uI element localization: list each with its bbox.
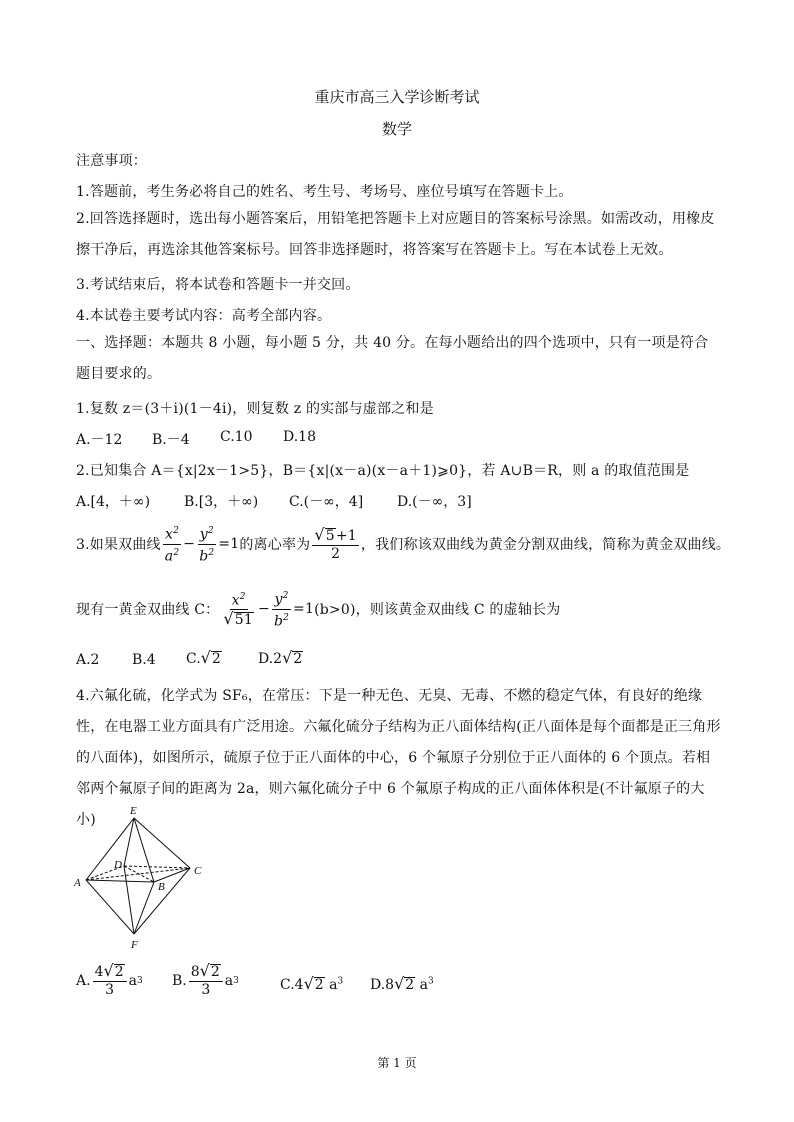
- q3-option-b: B.4: [132, 652, 156, 668]
- q3-line-2: 现有一黄金双曲线 C： $\frac{x^2}{√51}$ − $\frac{y^2}{b^2}$ =1 (b>0)，则该黄金双曲线 C 的虚轴长为: [76, 588, 560, 630]
- q1-stem: 1.复数 z＝(3＋i)(1－4i)，则复数 z 的实部与虚部之和是: [76, 401, 434, 417]
- q3-mid: 的离心率为: [239, 537, 311, 554]
- q4-option-a: A. $\frac{4√2}{3}$ a 3: [76, 961, 143, 998]
- q1-option-a: A.－12: [76, 432, 123, 448]
- q3-option-d: D.2√2: [258, 648, 303, 667]
- vertex-label-f: F: [131, 939, 138, 951]
- q2-option-a: A.[4，＋∞): [76, 494, 151, 510]
- vertex-label-a: A: [74, 877, 81, 889]
- q3-minus: −: [183, 536, 196, 553]
- vertex-label-c: C: [194, 865, 202, 877]
- q2-option-b: B.[3，＋∞): [184, 494, 259, 510]
- q3-eccentricity-frac: $\frac{√5+1}{2}$: [314, 524, 357, 562]
- q1-option-c: C.10: [220, 429, 253, 445]
- q4-option-b: B. $\frac{8√2}{3}$ a 3: [172, 961, 239, 998]
- notice-item-1: 1.答题前，考生务必将自己的姓名、考生号、考场号、座位号填写在答题卡上。: [76, 184, 573, 200]
- q1-option-d: D.18: [283, 429, 316, 445]
- q1-option-b: B.－4: [152, 432, 190, 448]
- q3-eq1-y-frac: $\frac{y^2}{b^2}$: [197, 523, 216, 565]
- q3-stem-post: ，我们称该双曲线为黄金分割双曲线，简称为黄金双曲线。: [360, 537, 731, 554]
- octahedron-figure: [72, 802, 212, 952]
- q3-line2-post: (b>0)，则该黄金双曲线 C 的虚轴长为: [314, 602, 561, 619]
- q3-eq1-x-frac: $\frac{x^2}{a^2}$: [163, 523, 181, 565]
- q3-option-a: A.2: [76, 652, 100, 668]
- q4-option-c: C.4√2 $a^3$: [280, 974, 344, 993]
- q3-eq2-y-frac: $\frac{y^2}{b^2}$: [272, 588, 291, 630]
- exam-title: 重庆市高三入学诊断考试: [314, 88, 480, 106]
- vertex-label-d: D: [114, 859, 122, 871]
- notice-heading: 注意事项：: [76, 153, 147, 169]
- q3-stem-pre: 3.如果双曲线: [76, 537, 161, 554]
- page-number: 第 1 页: [377, 1056, 417, 1070]
- q2-stem: 2.已知集合 A＝{x|2x－1>5}，B＝{x|(x－a)(x－a＋1)⩾0}，若 A∪B＝R，则 a 的取值范围是: [76, 463, 690, 479]
- q4-stem: 4.六氟化硫，化学式为 SF₆，在常压：下是一种无色、无臭、无毒、不燃的稳定气体，有良好的绝缘性，在电器工业方面具有广泛用途。六氟化硫分子结构为正八面体结构(正八面体是每个面都是正三角形的八面体)，如图所示，硫原子位于正八面体的中心，6 个氟原子分别位于正八面体的 6 个顶点。若相邻两个氟原子间的距离为 2a，则六氟化硫分子中 6 个氟原子构成的正八面体体积是(不计氟原子的大小): [76, 688, 721, 828]
- subject-title: 数学: [381, 120, 412, 138]
- q3-line-1: [76, 523, 730, 565]
- q3-eq2-x-frac: $\frac{x^2}{√51}$: [221, 589, 256, 630]
- q4-option-d: D.8√2 $a^3$: [370, 974, 434, 993]
- vertex-label-e: E: [130, 805, 137, 817]
- q2-option-d: D.(－∞，3]: [397, 494, 472, 510]
- q2-option-c: C.(－∞，4]: [289, 494, 364, 510]
- q3-option-c: C.√2: [186, 648, 221, 667]
- notice-item-2: 2.回答选择题时，选出每小题答案后，用铅笔把答题卡上对应题目的答案标号涂黑。如需改动，用橡皮擦干净后，再选涂其他答案标号。回答非选择题时，将答案写在答题卡上。写在本试卷上无效。: [76, 211, 715, 258]
- section-heading: 一、选择题：本题共 8 小题，每小题 5 分，共 40 分。在每小题给出的四个选项中，只有一项是符合题目要求的。: [76, 335, 709, 382]
- q3-equals: =1: [218, 536, 240, 553]
- vertex-label-b: B: [158, 881, 165, 893]
- notice-item-4: 4.本试卷主要考试内容：高考全部内容。: [76, 308, 332, 324]
- notice-item-3: 3.考试结束后，将本试卷和答题卡一并交回。: [76, 277, 360, 293]
- q3-line2-pre: 现有一黄金双曲线 C：: [76, 602, 220, 619]
